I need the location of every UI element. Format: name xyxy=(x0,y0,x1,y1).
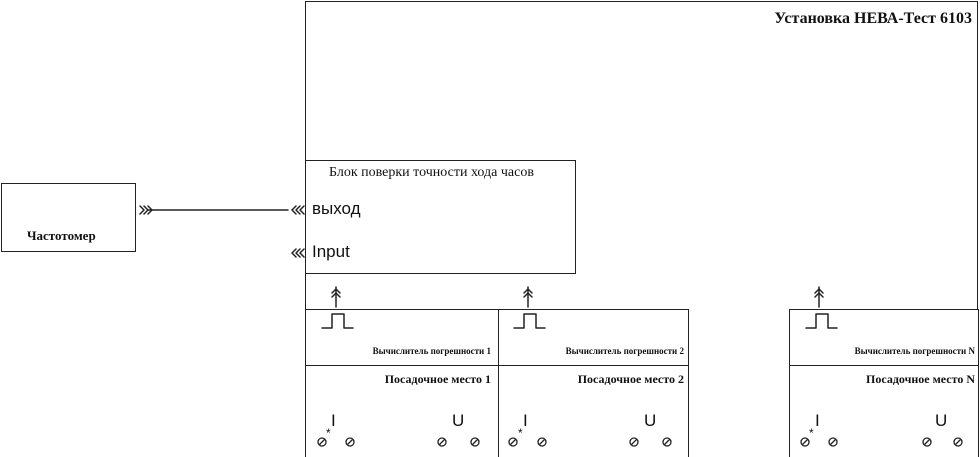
terminal-icon xyxy=(538,438,546,446)
terminals xyxy=(318,438,962,446)
seat-2-label: Посадочное место 2 xyxy=(577,372,684,386)
pulse-icon-2 xyxy=(514,314,545,328)
terminal-icon xyxy=(923,438,931,446)
clock-block-title: Блок поверки точности хода часов xyxy=(329,165,534,180)
seat-n-label: Посадочное место N xyxy=(866,372,975,386)
pulse-up-connector-icon-2 xyxy=(524,287,532,307)
seat-2-current-label: I xyxy=(523,411,528,430)
pulse-icon-1 xyxy=(322,314,353,328)
seat-1-voltage-label: U xyxy=(452,411,465,430)
seat-1-current-label: I xyxy=(331,411,336,430)
output-label: выход xyxy=(312,199,361,218)
pulse-up-connector-icon-1 xyxy=(332,287,340,307)
terminal-icon xyxy=(829,438,837,446)
error-calculator-n-label: Вычислитель погрешности N xyxy=(854,346,975,356)
output-connector-icon xyxy=(292,206,304,214)
pulse-up-connector-icon-n xyxy=(815,287,823,307)
terminal-icon xyxy=(663,438,671,446)
terminal-icon xyxy=(471,438,479,446)
terminal-icon xyxy=(346,438,354,446)
frequency-meter-label: Частотомер xyxy=(27,228,96,243)
seat-n-star: * xyxy=(809,426,814,440)
installation-title: Установка НЕВА-Тест 6103 xyxy=(774,10,972,27)
terminal-icon xyxy=(509,438,517,446)
terminal-icon xyxy=(801,438,809,446)
terminal-icon xyxy=(438,438,446,446)
input-label: Input xyxy=(312,242,350,261)
seat-1-label: Посадочное место 1 xyxy=(384,372,491,386)
error-calculator-1-label: Вычислитель погрешности 1 xyxy=(372,346,491,356)
pulse-icon-n xyxy=(806,314,837,328)
terminal-icon xyxy=(630,438,638,446)
terminal-icon xyxy=(954,438,962,446)
seat-1-star: * xyxy=(326,426,331,440)
seat-2-star: * xyxy=(518,426,523,440)
input-connector-icon xyxy=(292,249,304,257)
terminal-icon xyxy=(318,438,326,446)
seat-2-voltage-label: U xyxy=(644,411,657,430)
seat-n-voltage-label: U xyxy=(935,411,948,430)
seat-n-current-label: I xyxy=(815,411,820,430)
error-calculator-2-label: Вычислитель погрешности 2 xyxy=(565,346,684,356)
